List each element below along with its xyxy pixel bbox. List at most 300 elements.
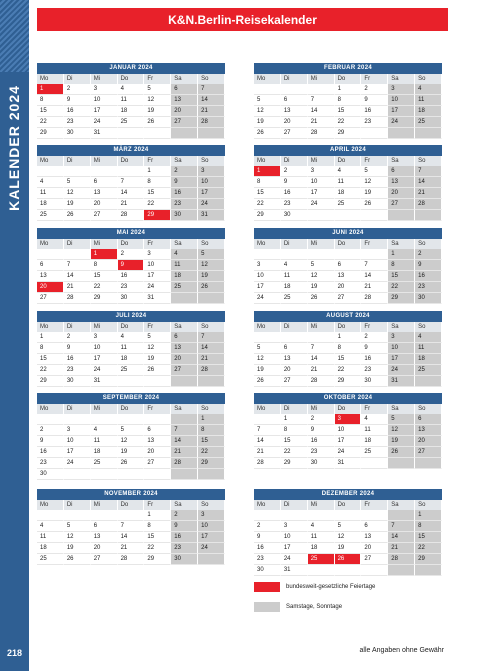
empty-day-cell [281,249,308,260]
week-row [254,260,442,271]
day-cell: 23 [281,199,308,210]
month-calendar [254,145,442,221]
month-calendar [254,311,442,387]
day-cell: 22 [37,365,64,376]
empty-day-cell [118,128,145,139]
day-cell: 7 [198,332,225,343]
day-cell: 31 [388,376,415,387]
weekday-label: Di [64,404,91,414]
day-cell: 16 [37,447,64,458]
day-cell: 10 [308,177,335,188]
day-cell: 17 [64,447,91,458]
day-cell: 29 [254,210,281,221]
day-cell: 23 [361,117,388,128]
weekday-header-row [37,74,225,84]
empty-day-cell [388,458,415,469]
day-cell: 16 [171,532,198,543]
day-cell: 1 [254,166,281,177]
day-cell: 19 [64,199,91,210]
empty-day-cell [198,293,225,304]
day-cell: 24 [388,117,415,128]
week-row [37,95,225,106]
week-row [37,117,225,128]
day-cell: 25 [281,293,308,304]
day-cell: 23 [308,447,335,458]
day-cell: 14 [308,106,335,117]
day-cell: 16 [415,271,442,282]
weekday-label: So [415,74,442,84]
empty-day-cell [388,210,415,221]
day-cell: 29 [415,554,442,565]
day-cell: 26 [254,376,281,387]
empty-day-cell [361,565,388,576]
day-cell: 21 [308,117,335,128]
weekday-label: Do [118,74,145,84]
week-row [37,447,225,458]
weekday-label: Di [281,322,308,332]
day-cell: 20 [91,543,118,554]
weekday-label: Sa [171,156,198,166]
day-cell: 15 [281,436,308,447]
day-cell: 20 [37,282,64,293]
week-row [254,199,442,210]
day-cell: 29 [144,554,171,565]
day-cell: 23 [64,117,91,128]
day-cell: 13 [281,106,308,117]
weekday-header-row [37,322,225,332]
day-cell: 27 [91,554,118,565]
day-cell: 20 [335,282,362,293]
day-cell: 21 [64,282,91,293]
month-title: OKTOBER 2024 [254,393,442,404]
day-cell: 7 [361,260,388,271]
week-row [254,117,442,128]
day-cell: 25 [91,458,118,469]
day-cell: 30 [118,293,145,304]
weekday-label: Fr [361,239,388,249]
empty-day-cell [118,510,145,521]
day-cell: 12 [361,177,388,188]
day-cell: 26 [335,554,362,565]
day-cell: 16 [254,543,281,554]
day-cell: 15 [144,188,171,199]
day-cell: 6 [388,166,415,177]
empty-day-cell [335,249,362,260]
day-cell: 22 [37,117,64,128]
week-row [254,106,442,117]
empty-day-cell [415,210,442,221]
day-cell: 13 [91,188,118,199]
day-cell: 24 [254,293,281,304]
day-cell: 17 [144,271,171,282]
empty-day-cell [118,414,145,425]
day-cell: 13 [37,271,64,282]
day-cell: 25 [361,447,388,458]
day-cell: 30 [415,293,442,304]
day-cell: 1 [37,84,64,95]
day-cell: 21 [118,199,145,210]
day-cell: 10 [64,436,91,447]
day-cell: 3 [144,249,171,260]
day-cell: 17 [308,188,335,199]
day-cell: 17 [91,354,118,365]
day-cell: 4 [281,260,308,271]
day-cell: 24 [308,199,335,210]
day-cell: 7 [64,260,91,271]
day-cell: 26 [144,117,171,128]
day-cell: 17 [198,532,225,543]
day-cell: 25 [171,282,198,293]
day-cell: 1 [335,84,362,95]
day-cell: 30 [171,210,198,221]
day-cell: 12 [198,260,225,271]
day-cell: 30 [64,128,91,139]
legend-weekend-swatch [254,602,280,612]
weekday-label: Fr [361,500,388,510]
weekday-label: Sa [388,156,415,166]
day-cell: 8 [144,521,171,532]
day-cell: 7 [171,425,198,436]
day-cell: 13 [144,436,171,447]
day-cell: 6 [281,95,308,106]
day-cell: 5 [335,521,362,532]
day-cell: 12 [144,95,171,106]
day-cell: 5 [144,84,171,95]
day-cell: 3 [254,260,281,271]
day-cell: 1 [144,166,171,177]
empty-day-cell [308,332,335,343]
empty-day-cell [361,249,388,260]
day-cell: 17 [335,436,362,447]
day-cell: 27 [171,117,198,128]
empty-day-cell [64,469,91,480]
day-cell: 25 [335,199,362,210]
empty-day-cell [198,376,225,387]
day-cell: 5 [254,95,281,106]
month-title: MÄRZ 2024 [37,145,225,156]
day-cell: 26 [254,128,281,139]
day-cell: 1 [91,249,118,260]
day-cell: 4 [415,84,442,95]
day-cell: 16 [64,354,91,365]
day-cell: 2 [415,249,442,260]
day-cell: 15 [37,354,64,365]
weekday-label: Do [335,74,362,84]
day-cell: 1 [335,332,362,343]
week-row [37,260,225,271]
week-row [254,376,442,387]
day-cell: 19 [144,354,171,365]
weekday-label: Do [335,404,362,414]
day-cell: 5 [308,260,335,271]
day-cell: 28 [415,199,442,210]
weekday-label: Mi [91,322,118,332]
day-cell: 20 [144,447,171,458]
week-row [37,249,225,260]
month-title: NOVEMBER 2024 [37,489,225,500]
weekday-label: Sa [171,500,198,510]
day-cell: 12 [144,343,171,354]
weekday-label: Do [118,500,145,510]
day-cell: 16 [281,188,308,199]
legend-holiday-label: bundesweit-gesetzliche Feiertage [286,584,376,590]
day-cell: 16 [64,106,91,117]
week-row [37,543,225,554]
day-cell: 16 [308,436,335,447]
day-cell: 31 [91,376,118,387]
empty-day-cell [254,414,281,425]
month-calendar [254,63,442,139]
month-calendar [254,393,442,469]
day-cell: 9 [308,425,335,436]
week-row [37,521,225,532]
day-cell: 26 [144,365,171,376]
empty-day-cell [64,249,91,260]
weekday-label: Di [64,74,91,84]
day-cell: 10 [91,95,118,106]
month-title: MAI 2024 [37,228,225,239]
day-cell: 21 [254,447,281,458]
day-cell: 21 [388,543,415,554]
weekday-label: Mi [91,74,118,84]
day-cell: 19 [335,543,362,554]
day-cell: 3 [308,166,335,177]
empty-day-cell [171,414,198,425]
empty-day-cell [281,84,308,95]
footnote: alle Angaben ohne Gewähr [359,647,444,654]
day-cell: 9 [254,532,281,543]
day-cell: 6 [37,260,64,271]
week-row [254,414,442,425]
empty-day-cell [91,469,118,480]
legend-holiday [254,582,375,592]
month-title: JUNI 2024 [254,228,442,239]
week-row [37,414,225,425]
day-cell: 27 [171,365,198,376]
day-cell: 6 [171,84,198,95]
day-cell: 12 [64,188,91,199]
week-row [37,554,225,565]
day-cell: 28 [308,376,335,387]
day-cell: 4 [335,166,362,177]
day-cell: 15 [198,436,225,447]
day-cell: 3 [64,425,91,436]
empty-day-cell [37,249,64,260]
empty-day-cell [64,510,91,521]
empty-day-cell [335,510,362,521]
day-cell: 5 [198,249,225,260]
day-cell: 6 [335,260,362,271]
day-cell: 2 [171,166,198,177]
day-cell: 6 [91,521,118,532]
day-cell: 1 [144,510,171,521]
weekday-label: Fr [361,404,388,414]
week-row [254,177,442,188]
day-cell: 7 [415,166,442,177]
empty-day-cell [308,84,335,95]
day-cell: 9 [361,343,388,354]
week-row [254,354,442,365]
day-cell: 3 [91,332,118,343]
day-cell: 28 [118,554,145,565]
legend-weekend-label: Samstage, Sonntage [286,604,343,610]
week-row [37,354,225,365]
day-cell: 8 [335,343,362,354]
day-cell: 19 [254,117,281,128]
weekday-label: Di [64,322,91,332]
empty-day-cell [361,510,388,521]
day-cell: 29 [388,293,415,304]
day-cell: 7 [254,425,281,436]
day-cell: 27 [415,447,442,458]
day-cell: 11 [415,95,442,106]
weekday-label: Do [335,156,362,166]
day-cell: 14 [361,271,388,282]
weekday-label: Mo [254,74,281,84]
day-cell: 27 [91,210,118,221]
day-cell: 9 [118,260,145,271]
weekday-label: Di [281,156,308,166]
day-cell: 2 [64,84,91,95]
empty-day-cell [198,128,225,139]
day-cell: 30 [361,376,388,387]
week-row [37,271,225,282]
weekday-label: Di [64,500,91,510]
empty-day-cell [361,458,388,469]
weekday-header-row [254,500,442,510]
day-cell: 10 [144,260,171,271]
weekday-header-row [254,322,442,332]
day-cell: 16 [118,271,145,282]
weekday-label: So [198,74,225,84]
day-cell: 24 [64,458,91,469]
day-cell: 14 [415,177,442,188]
day-cell: 27 [281,128,308,139]
day-cell: 1 [37,332,64,343]
month-calendar [37,145,225,221]
day-cell: 27 [144,458,171,469]
day-cell: 10 [281,532,308,543]
legend-holiday-swatch [254,582,280,592]
empty-day-cell [37,414,64,425]
month-calendar [37,489,225,565]
day-cell: 17 [388,106,415,117]
week-row [254,425,442,436]
day-cell: 15 [415,532,442,543]
weekday-label: Mo [254,156,281,166]
day-cell: 6 [171,332,198,343]
day-cell: 17 [388,354,415,365]
empty-day-cell [415,565,442,576]
week-row [37,376,225,387]
weekday-label: Do [335,239,362,249]
day-cell: 30 [37,469,64,480]
week-row [37,166,225,177]
day-cell: 20 [91,199,118,210]
day-cell: 16 [171,188,198,199]
weekday-label: Mo [254,322,281,332]
day-cell: 22 [335,117,362,128]
day-cell: 26 [64,554,91,565]
weekday-label: Mi [91,239,118,249]
day-cell: 31 [281,565,308,576]
week-row [254,565,442,576]
day-cell: 7 [388,521,415,532]
day-cell: 11 [171,260,198,271]
week-row [254,249,442,260]
day-cell: 18 [415,106,442,117]
day-cell: 2 [37,425,64,436]
day-cell: 20 [171,106,198,117]
day-cell: 23 [415,282,442,293]
empty-day-cell [254,510,281,521]
day-cell: 9 [171,177,198,188]
day-cell: 8 [335,95,362,106]
day-cell: 15 [91,271,118,282]
weekday-label: Sa [171,404,198,414]
day-cell: 4 [415,332,442,343]
day-cell: 21 [118,543,145,554]
day-cell: 5 [388,414,415,425]
empty-day-cell [118,469,145,480]
empty-day-cell [335,210,362,221]
month-calendar [37,228,225,304]
weekday-label: Mo [254,404,281,414]
empty-day-cell [171,376,198,387]
week-row [37,458,225,469]
day-cell: 6 [361,521,388,532]
day-cell: 10 [388,343,415,354]
day-cell: 26 [308,293,335,304]
day-cell: 25 [415,365,442,376]
day-cell: 10 [198,177,225,188]
day-cell: 3 [335,414,362,425]
day-cell: 12 [254,354,281,365]
day-cell: 13 [415,425,442,436]
day-cell: 20 [361,543,388,554]
day-cell: 2 [281,166,308,177]
week-row [254,365,442,376]
day-cell: 30 [254,565,281,576]
day-cell: 9 [415,260,442,271]
day-cell: 19 [198,271,225,282]
day-cell: 19 [144,106,171,117]
day-cell: 10 [388,95,415,106]
day-cell: 29 [144,210,171,221]
day-cell: 13 [361,532,388,543]
day-cell: 2 [361,332,388,343]
day-cell: 20 [415,436,442,447]
weekday-label: Fr [144,322,171,332]
day-cell: 18 [91,447,118,458]
day-cell: 3 [91,84,118,95]
week-row [37,210,225,221]
empty-day-cell [388,510,415,521]
stripe-decoration [0,0,29,72]
week-row [254,188,442,199]
empty-day-cell [118,166,145,177]
empty-day-cell [281,510,308,521]
weekday-header-row [254,74,442,84]
day-cell: 6 [91,177,118,188]
empty-day-cell [144,414,171,425]
day-cell: 22 [198,447,225,458]
day-cell: 18 [171,271,198,282]
day-cell: 22 [144,543,171,554]
day-cell: 8 [144,177,171,188]
day-cell: 11 [118,95,145,106]
side-bar [0,0,29,671]
